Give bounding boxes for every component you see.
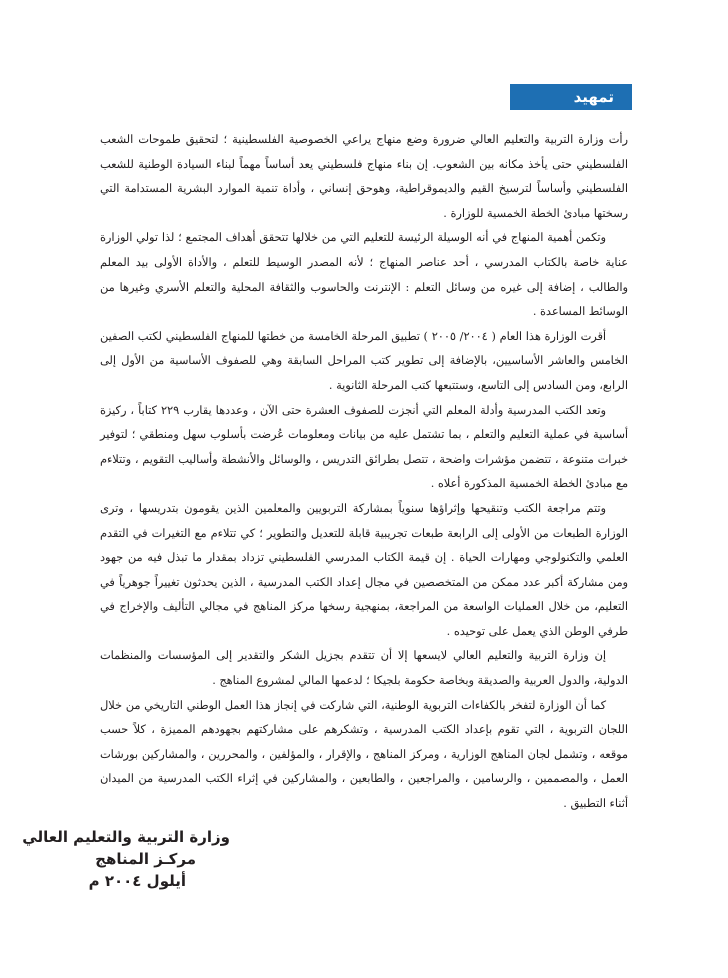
paragraph-1: رأت وزارة التربية والتعليم العالي ضرورة وضع منهاج يراعي الخصوصية الفلسطينية ؛ لتحقيق طموحات الشعب الفلسطيني حتى يأخذ مكانه بين الشعوب. إن بناء منهاج فلسطيني يعد أساساً مهماً لبناء السيادة الوطنية للشعب الفلسطيني وأساساً لترسيخ القيم والديموقراطية، وهوحق إنساني ، وأداة تنمية الموارد البشرية المستدامة التي رسختها مبادئ الخطة الخمسية للوزارة . bbox=[100, 133, 628, 220]
signature-block bbox=[22, 826, 230, 892]
section-heading: تمهيد bbox=[510, 84, 632, 110]
signature-ministry: وزارة التربية والتعليم العالي bbox=[22, 828, 230, 846]
paragraph-5: وتتم مراجعة الكتب وتنقيحها وإثراؤها سنوياً بمشاركة التربويين والمعلمين الذين يقومون بتدريسها ، وترى الوزارة الطبعات من الأولى إلى الرابعة طبعات تجريبية قابلة للتعديل والتطوير ؛ كي تتلاءم مع التغيرات في التقدم العلمي والتكنولوجي ومهارات الحياة . إن قيمة الكتاب المدرسي الفلسطيني تزداد بمقدار ما تبذل فيه من جهود ومن مشاركة أكبر عدد ممكن من المتخصصين في مجال إعداد الكتب المدرسية ، الذين يحدثون تغييراً جوهرياً في التعليم، من خلال العمليات الواسعة من المراجعة، بمنهجية رسخها مركز المناهج في مجالي التأليف والإخراج في طرفي الوطن الذي يعمل على توحيده . bbox=[100, 501, 628, 638]
paragraph-3: أقرت الوزارة هذا العام ( ٢٠٠٤/ ٢٠٠٥ ) تطبيق المرحلة الخامسة من خطتها للمنهاج الفلسطيني لكتب الصفين الخامس والعاشر الأساسيين، بالإضافة إلى تطوير كتب المراحل السابقة وهي للصفوف الأساسية من الأول إلى الرابع، ومن السادس إلى التاسع، وستتبعها كتب المرحلة الثانوية . bbox=[100, 329, 628, 392]
introduction-body bbox=[100, 128, 628, 817]
paragraph-7: كما أن الوزارة لتفخر بالكفاءات التربوية الوطنية، التي شاركت في إنجاز هذا العمل الوطني التاريخي من خلال اللجان التربوية ، التي تقوم بإعداد الكتب المدرسية ، وتشكرهم على مشاركتهم بجهودهم المميزة ، كلاً حسب موقعه ، وتشمل لجان المناهج الوزارية ، ومركز المناهج ، والإقرار ، والمؤلفين ، والمحررين ، والمشاركين بورشات العمل ، والمصممين ، والرسامين ، والمراجعين ، والطابعين ، والمشاركين في إثراء الكتب المدرسية من الميدان أثناء التطبيق . bbox=[100, 698, 628, 811]
paragraph-2: وتكمن أهمية المنهاج في أنه الوسيلة الرئيسة للتعليم التي من خلالها تتحقق أهداف المجتمع ؛ لذا تولي الوزارة عناية خاصة بالكتاب المدرسي ، أحد عناصر المنهاج ؛ لأنه المصدر الوسيط للتعلم ، والأداة الأولى بيد المعلم والطالب ، إضافة إلى غيره من وسائل التعلم : الإنترنت والحاسوب والثقافة المحلية والتعلم الأسري وغيرها من الوسائط المساعدة . bbox=[100, 231, 628, 319]
signature-date: أيلول ٢٠٠٤ م bbox=[88, 872, 186, 890]
paragraph-6: إن وزارة التربية والتعليم العالي لايسعها إلا أن تتقدم بجزيل الشكر والتقدير إلى المؤسسات والمنظمات الدولية، والدول العربية والصديقة وبخاصة حكومة بلجيكا ؛ لدعمها المالي لمشروع المناهج . bbox=[100, 649, 628, 688]
signature-center: مركـز المناهج bbox=[95, 850, 196, 868]
paragraph-4: وتعد الكتب المدرسية وأدلة المعلم التي أنجزت للصفوف العشرة حتى الآن ، وعددها يقارب ٢٢٩ كتاباً ، ركيزة أساسية في عملية التعليم والتعلم ، بما تشتمل عليه من بيانات ومعلومات عُرضت بأسلوب سهل ومنطقي ؛ لتوفير خبرات متنوعة ، تتضمن مؤشرات واضحة ، تتصل بطرائق التدريس ، والوسائل والأنشطة وأساليب التقويم ، وتتلاءم مع مبادئ الخطة الخمسية المذكورة أعلاه . bbox=[100, 403, 628, 491]
